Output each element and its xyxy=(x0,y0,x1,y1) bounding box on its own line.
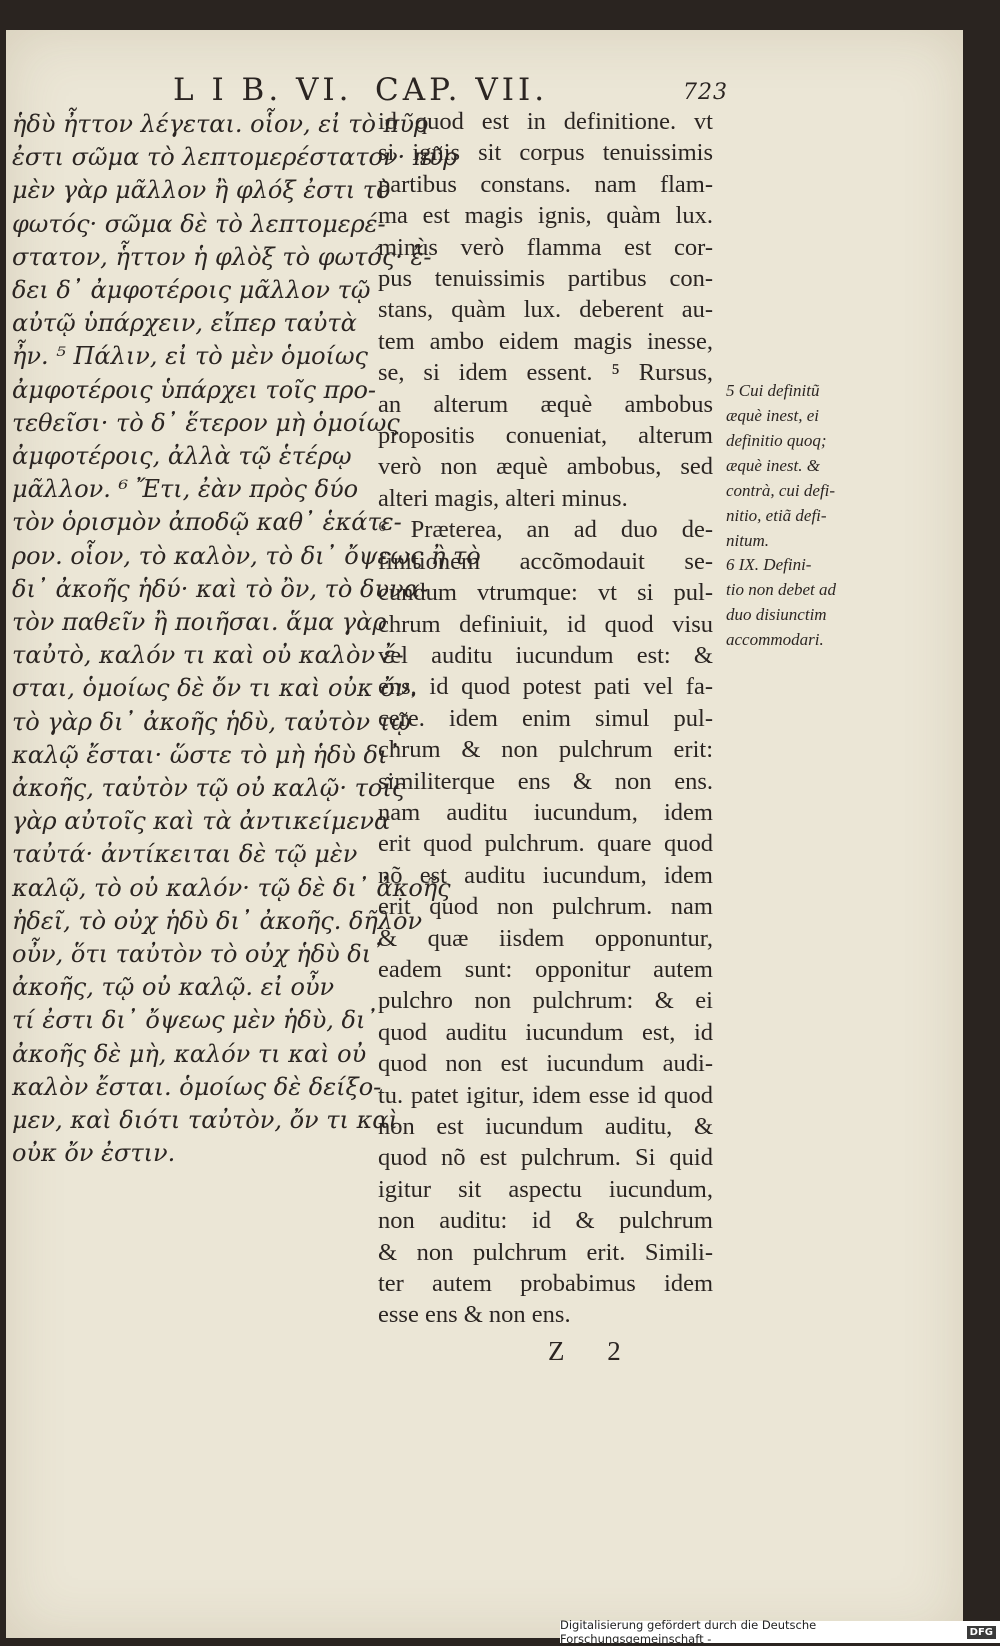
latin-line: nam auditu iucundum, idem xyxy=(378,798,713,826)
latin-line: & non pulchrum erit. Simili- xyxy=(378,1238,713,1266)
greek-line: δι᾽ ἀκοῆς ἡδύ· καὶ τὸ ὂν, τὸ δυνα- xyxy=(12,574,428,603)
footer-text: Digitalisierung gefördert durch die Deutsche Forschungsgemeinschaft - xyxy=(560,1618,817,1646)
page-number: 723 xyxy=(683,80,728,105)
latin-line: ⁶ Præterea, an ad duo de- xyxy=(378,516,713,544)
latin-line: non auditu: id & pulchrum xyxy=(378,1207,713,1235)
latin-line: erit quod pulchrum. quare quod xyxy=(378,830,713,858)
latin-line: propositis conueniat, alterum xyxy=(378,422,713,450)
latin-line: id quod est in definitione. vt xyxy=(378,108,713,135)
latin-line: stans, quàm lux. deberent au- xyxy=(378,296,713,324)
greek-line: στατον, ἧττον ἡ φλὸξ τὸ φωτός· ἔ- xyxy=(12,242,432,271)
latin-line: cere. idem enim simul pul- xyxy=(378,704,713,732)
marginal-line: 5 Cui definitũ xyxy=(726,381,820,400)
latin-line: finitionem accõmodauit se- xyxy=(378,547,713,575)
latin-line: erit quod non pulchrum. nam xyxy=(378,893,713,921)
running-head-chapter: CAP. VII. xyxy=(375,72,549,108)
latin-line: si ignis sit corpus tenuissimis xyxy=(378,139,713,167)
marginal-line: definitio quoq; xyxy=(726,431,827,450)
marginal-line: tio non debet ad xyxy=(726,580,837,599)
latin-line: quod nõ est pulchrum. Si quid xyxy=(378,1144,713,1172)
greek-line: σται, ὁμοίως δὲ ὄν τι καὶ οὐκ ὄν. xyxy=(12,674,418,703)
dfg-logo: DFG xyxy=(967,1626,996,1639)
latin-line: ma est magis ignis, quàm lux. xyxy=(378,202,713,230)
latin-line: pus tenuissimis partibus con- xyxy=(378,265,713,293)
greek-line: τὸν ὁρισμὸν ἀποδῷ καθ᾽ ἑκάτε- xyxy=(12,508,402,537)
latin-line: tem ambo eidem magis inesse, xyxy=(378,327,713,355)
greek-line: ἡδὺ ἦττον λέγεται. οἷον, εἰ τὸ πῦρ xyxy=(12,110,429,138)
latin-line: non est iucundum auditu, & xyxy=(378,1113,713,1140)
latin-line: vel auditu iucundum est: & xyxy=(378,641,713,669)
greek-line: ταὐτὸ, καλόν τι καὶ οὐ καλὸν ἔ- xyxy=(12,641,404,670)
marginal-line: nitum. xyxy=(726,531,769,550)
greek-line: μεν, καὶ διότι ταὐτὸν, ὄν τι καὶ xyxy=(12,1106,398,1135)
latin-text-column xyxy=(378,106,713,1331)
marginal-line: æquè inest, ei xyxy=(726,406,820,425)
greek-line: τὸν παθεῖν ἢ ποιῆσαι. ἅμα γὰρ xyxy=(12,608,387,637)
latin-line: esse ens & non ens. xyxy=(378,1301,571,1329)
latin-line: chrum & non pulchrum erit: xyxy=(378,736,713,764)
greek-line: ταὐτά· ἀντίκειται δὲ τῷ μὲν xyxy=(12,840,358,869)
latin-line: ens, id quod potest pati vel fa- xyxy=(378,673,713,701)
latin-line: ter autem probabimus idem xyxy=(378,1270,713,1298)
latin-line: chrum definiuit, id quod visu xyxy=(378,610,713,638)
greek-line: τί ἐστι δι᾽ ὄψεως μὲν ἡδὺ, δι᾽ xyxy=(12,1006,378,1035)
latin-line: quod non est iucundum audi- xyxy=(378,1050,713,1078)
latin-line: se, si idem essent. ⁵ Rursus, xyxy=(378,359,713,387)
greek-line: τὸ γὰρ δι᾽ ἀκοῆς ἡδὺ, ταὐτὸν τῷ xyxy=(12,707,411,736)
greek-line: καλὸν ἔσται. ὁμοίως δὲ δείξο- xyxy=(12,1072,382,1101)
latin-line: an alterum æquè ambobus xyxy=(378,390,713,418)
marginal-line: accommodari. xyxy=(726,630,824,649)
greek-line: αὐτῷ ὑπάρχειν, εἴπερ ταὐτὰ xyxy=(12,309,357,338)
greek-line: ἐστι σῶμα τὸ λεπτομερέστατον· πῦρ xyxy=(12,143,458,172)
greek-line: φωτός· σῶμα δὲ τὸ λεπτομερέ- xyxy=(12,209,386,238)
greek-line: ἀκοῆς, τῷ οὐ καλῷ. εἰ οὖν xyxy=(12,973,335,1002)
marginal-line: duo disiunctim xyxy=(726,605,827,624)
latin-line: igitur sit aspectu iucundum, xyxy=(378,1175,713,1203)
latin-line: & quæ iisdem opponuntur, xyxy=(378,924,713,952)
latin-line: verò non æquè ambobus, sed xyxy=(378,453,713,481)
greek-line: τεθεῖσι· τὸ δ᾽ ἕτερον μὴ ὁμοίως xyxy=(12,408,400,437)
latin-line: minùs verò flamma est cor- xyxy=(378,233,713,261)
greek-line: οὐκ ὄν ἐστιν. xyxy=(12,1139,176,1168)
marginal-note-5 xyxy=(726,378,835,553)
greek-line: ἡδεῖ, τὸ οὐχ ἡδὺ δι᾽ ἀκοῆς. δῆλον xyxy=(12,906,423,935)
latin-line: pulchro non pulchrum: & ei xyxy=(378,987,713,1015)
latin-line: eadem sunt: opponitur autem xyxy=(378,955,713,983)
greek-line: καλῷ ἔσται· ὥστε τὸ μὴ ἡδὺ δι᾽ xyxy=(12,740,400,769)
greek-line: καλῷ, τὸ οὐ καλόν· τῷ δὲ δι᾽ ἀκοῆς xyxy=(12,873,451,902)
latin-line: nõ est auditu iucundum, idem xyxy=(378,861,713,889)
greek-line: ἀμφοτέροις, ἀλλὰ τῷ ἑτέρῳ xyxy=(12,442,352,471)
digitization-footer xyxy=(560,1618,1000,1646)
running-head-book: L I B. VI. xyxy=(173,72,353,108)
greek-line: μὲν γὰρ μᾶλλον ἢ φλόξ ἐστι τὸ xyxy=(12,176,391,205)
greek-line: οὖν, ὅτι ταὐτὸν τὸ οὐχ ἡδὺ δι᾽ xyxy=(12,940,384,969)
signature-mark: Z 2 xyxy=(548,1336,639,1366)
greek-line: ἀκοῆς, ταὐτὸν τῷ οὐ καλῷ· τοῖς xyxy=(12,774,406,803)
greek-line: ἀμφοτέροις ὑπάρχει τοῖς προ- xyxy=(12,375,377,404)
greek-line: γὰρ αὐτοῖς καὶ τὰ ἀντικείμενα xyxy=(12,807,391,836)
marginal-line: æquè inest. & xyxy=(726,456,820,475)
latin-line: cundum vtrumque: vt si pul- xyxy=(378,579,713,607)
greek-line: ἀκοῆς δὲ μὴ, καλόν τι καὶ οὐ xyxy=(12,1039,367,1068)
marginal-line: contrà, cui defi- xyxy=(726,481,836,500)
marginal-line: 6 IX. Defini- xyxy=(726,555,812,574)
latin-line: partibus constans. nam flam- xyxy=(378,170,713,198)
latin-line: alteri magis, alteri minus. xyxy=(378,484,628,512)
greek-line: μᾶλλον. ⁶ Ἔτι, ἐὰν πρὸς δύο xyxy=(12,475,359,504)
marginal-note-6 xyxy=(726,552,836,652)
greek-text-column xyxy=(12,108,481,1171)
greek-line: ρον. οἷον, τὸ καλὸν, τὸ δι᾽ ὄψεως ἢ τὸ xyxy=(12,541,481,570)
marginal-line: nitio, etiã defi- xyxy=(726,506,827,525)
latin-line: similiterque ens & non ens. xyxy=(378,767,713,795)
greek-line: ἦν. ⁵ Πάλιν, εἰ τὸ μὲν ὁμοίως xyxy=(12,342,368,371)
latin-line: tu. patet igitur, idem esse id quod xyxy=(378,1081,713,1109)
latin-line: quod auditu iucundum est, id xyxy=(378,1018,713,1046)
greek-line: δει δ᾽ ἀμφοτέροις μᾶλλον τῷ xyxy=(12,276,371,305)
